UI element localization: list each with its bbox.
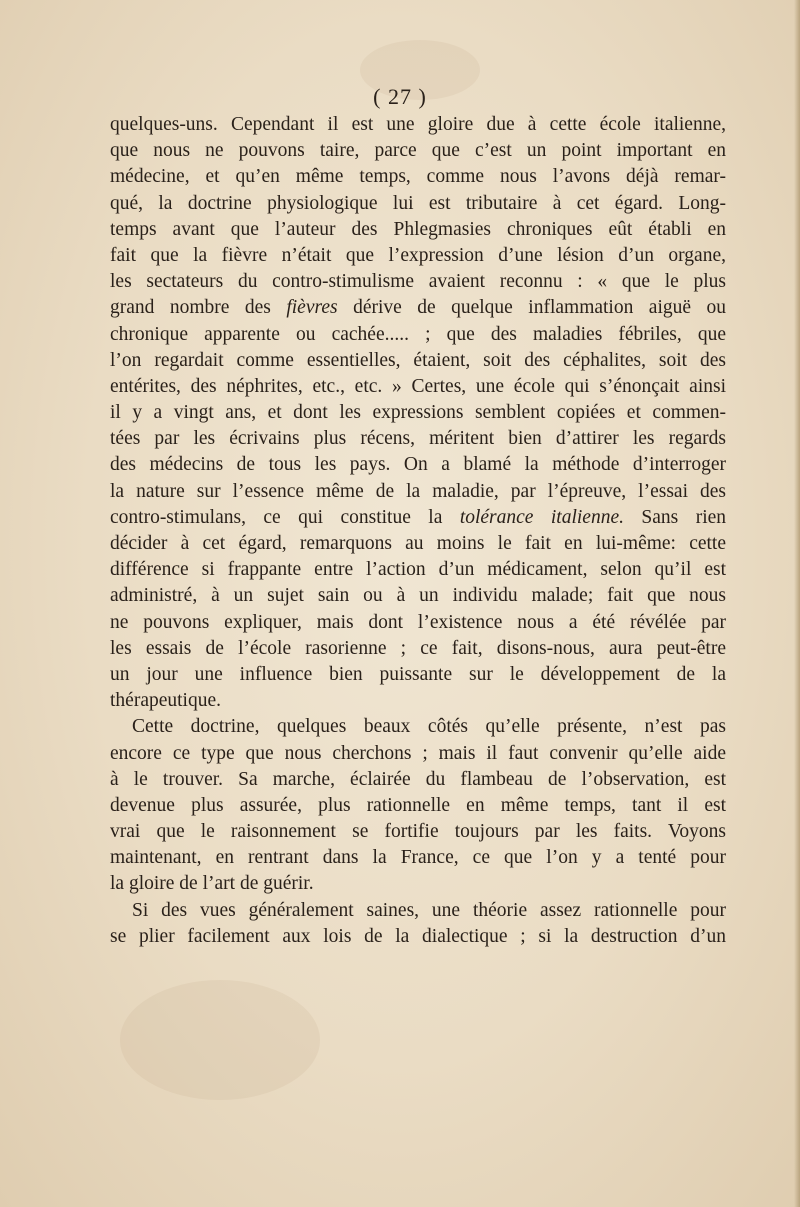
text-line: ne pouvons expliquer, mais dont l’existence nous a été révélée par	[110, 611, 726, 633]
text-line: tées par les écrivains plus récens, méritent bien d’attirer les regards	[110, 428, 726, 450]
text-line	[110, 295, 726, 321]
text-line: la nature sur l’essence même de la maladie, par l’épreuve, l’essai des	[110, 480, 726, 502]
text-line: thérapeutique.	[110, 690, 221, 712]
text-line: l’on regardait comme essentielles, étaient, soit des céphalites, soit des	[110, 349, 726, 371]
text-line: chronique apparente ou cachée..... ; que des maladies fébriles, que	[110, 323, 726, 345]
text-line: il y a vingt ans, et dont les expressions semblent copiées et commen-	[110, 402, 726, 424]
italic-term: tolérance italienne.	[459, 506, 624, 528]
text-run: grand nombre des	[110, 297, 287, 319]
text-run: contro-stimulans, ce qui constitue la	[110, 506, 460, 528]
italic-term: fièvres	[286, 297, 338, 319]
text-line: se plier facilement aux lois de la dialectique ; si la destruction d’un	[110, 925, 726, 947]
text-line: maintenant, en rentrant dans la France, ce que l’on y a tenté pour	[110, 847, 726, 869]
text-line: différence si frappante entre l’action d’un médicament, selon qu’il est	[110, 559, 726, 581]
page-edge	[794, 0, 800, 1207]
paragraph-start-line: Si des vues généralement saines, une théorie assez rationnelle pour	[132, 899, 726, 921]
text-line: que nous ne pouvons taire, parce que c’est un point important en	[110, 140, 726, 162]
text-run: Sans rien	[624, 506, 726, 528]
page-number: ( 27 )	[373, 84, 427, 109]
text-line: entérites, des néphrites, etc., etc. » Certes, une école qui s’énonçait ainsi	[110, 375, 726, 397]
paper-stain	[120, 980, 320, 1100]
text-run: dérive de quelque inflammation aiguë ou	[337, 297, 726, 319]
text-line: administré, à un sujet sain ou à un individu malade; fait que nous	[110, 585, 726, 607]
text-line: fait que la fièvre n’était que l’expression d’une lésion d’un organe,	[110, 244, 726, 266]
text-line: devenue plus assurée, plus rationnelle en même temps, tant il est	[110, 794, 726, 816]
text-line: vrai que le raisonnement se fortifie toujours par les faits. Voyons	[110, 821, 726, 843]
text-line: les essais de l’école rasorienne ; ce fait, disons-nous, aura peut-être	[110, 637, 726, 659]
text-line: quelques-uns. Cependant il est une gloire due à cette école italienne,	[110, 114, 726, 135]
text-line: qué, la doctrine physiologique lui est tributaire à cet égard. Long-	[110, 192, 726, 214]
paragraph-start-line: Cette doctrine, quelques beaux côtés qu’elle présente, n’est pas	[132, 716, 726, 738]
text-line: des médecins de tous les pays. On a blamé la méthode d’interroger	[110, 454, 726, 476]
text-line: à le trouver. Sa marche, éclairée du flambeau de l’observation, est	[110, 768, 726, 790]
text-line: temps avant que l’auteur des Phlegmasies chroniques eût établi en	[110, 218, 726, 240]
text-line: encore ce type que nous cherchons ; mais il faut convenir qu’elle aide	[110, 742, 726, 764]
text-line: les sectateurs du contro-stimulisme avaient reconnu : « que le plus	[110, 271, 726, 293]
text-line: la gloire de l’art de guérir.	[110, 873, 314, 895]
text-line	[110, 505, 726, 531]
text-line: médecine, et qu’en même temps, comme nous l’avons déjà remar-	[110, 166, 726, 188]
body-text	[110, 112, 726, 950]
text-line: décider à cet égard, remarquons au moins le fait en lui-même: cette	[110, 533, 726, 554]
text-line: un jour une influence bien puissante sur le développement de la	[110, 663, 726, 685]
